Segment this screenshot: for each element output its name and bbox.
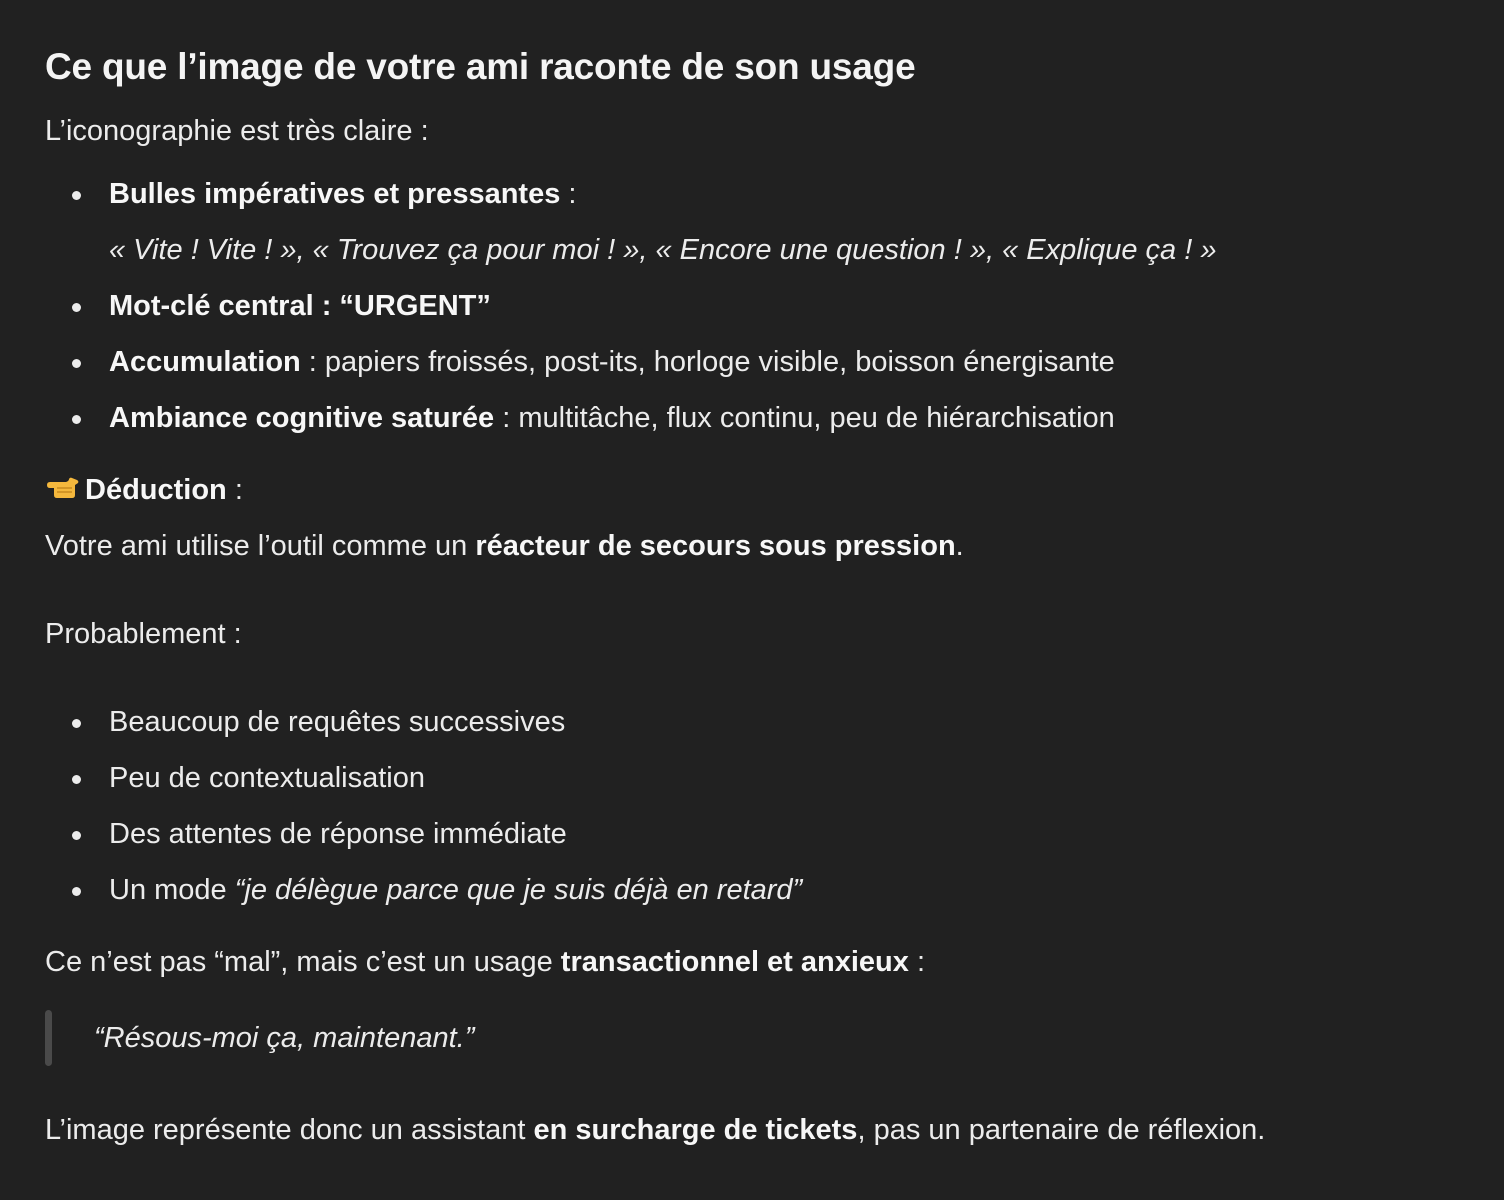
mode-prefix: Un mode <box>109 874 235 906</box>
accumulation-text: : papiers froissés, post-its, horloge visible, boisson énergisante <box>300 346 1115 378</box>
list-item <box>109 862 1460 918</box>
section-heading: Ce que l’image de votre ami raconte de son usage <box>45 46 916 87</box>
bubbles-quotes: « Vite ! Vite ! », « Trouvez ça pour moi ! », « Encore une question ! », « Explique ça ! » <box>109 234 1217 266</box>
assessment-emphasis: transactionnel et anxieux <box>560 946 909 978</box>
list-item <box>109 334 1460 390</box>
deduction-text <box>45 518 1460 574</box>
conclusion-text-end: , pas un partenaire de réflexion. <box>857 1114 1266 1146</box>
list-item <box>109 278 1460 334</box>
deduction-heading <box>45 462 1460 518</box>
bubbles-separator: : <box>560 178 577 210</box>
pointing-hand-icon <box>45 466 79 496</box>
list-item: Peu de contextualisation <box>109 750 1460 806</box>
intro-paragraph: L’iconographie est très claire : <box>45 115 429 147</box>
list-item: Des attentes de réponse immédiate <box>109 806 1460 862</box>
ambiance-text: : multitâche, flux continu, peu de hiérarchisation <box>494 402 1115 434</box>
list-item <box>109 390 1460 446</box>
blockquote-bar <box>45 1010 52 1066</box>
conclusion-paragraph <box>45 1102 1460 1158</box>
blockquote <box>45 1010 1460 1066</box>
probable-list <box>45 694 1460 918</box>
deduction-emphasis: réacteur de secours sous pression <box>475 530 956 562</box>
deduction-label: Déduction <box>85 474 227 506</box>
blockquote-text: “Résous-moi ça, maintenant.” <box>94 1022 475 1054</box>
assessment-paragraph <box>45 934 1460 990</box>
assessment-text-start: Ce n’est pas “mal”, mais c’est un usage <box>45 946 561 978</box>
list-item <box>109 166 1460 278</box>
ambiance-label: Ambiance cognitive saturée <box>109 402 495 434</box>
deduction-text-start: Votre ami utilise l’outil comme un <box>45 530 476 562</box>
probablement-label: Probablement : <box>45 618 242 650</box>
keyword-label: Mot-clé central : “URGENT” <box>109 290 491 322</box>
assessment-text-end: : <box>908 946 926 978</box>
conclusion-text-start: L’image représente donc un assistant <box>45 1114 534 1146</box>
conclusion-emphasis: en surcharge de tickets <box>533 1114 858 1146</box>
accumulation-label: Accumulation <box>109 346 301 378</box>
list-item: Beaucoup de requêtes successives <box>109 694 1460 750</box>
iconography-list <box>45 166 1460 446</box>
deduction-separator: : <box>226 474 243 506</box>
deduction-text-end: . <box>955 530 964 562</box>
bubbles-label: Bulles impératives et pressantes <box>109 178 561 210</box>
mode-quote: “je délègue parce que je suis déjà en retard” <box>234 874 803 906</box>
